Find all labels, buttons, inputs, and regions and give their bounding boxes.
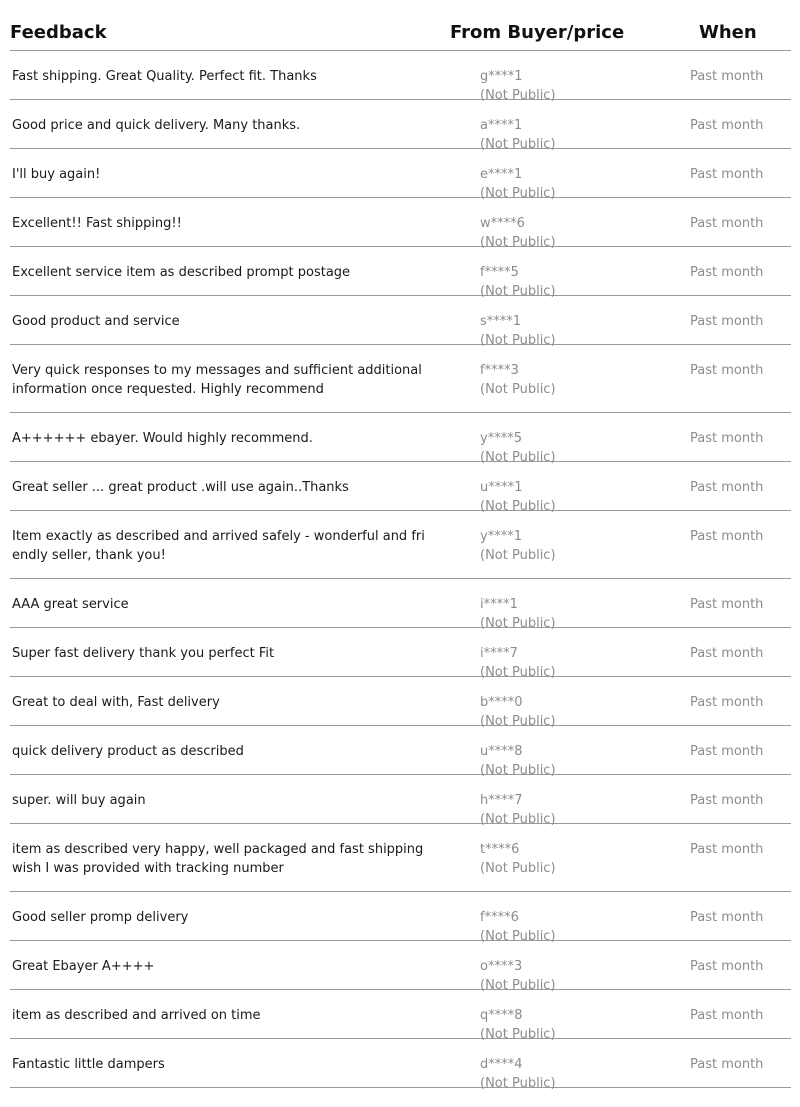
buyer-privacy-note: (Not Public) [480,333,556,348]
buyer-name: b****0 [480,695,523,710]
table-row [10,824,791,892]
feedback-time: Past month [690,69,764,84]
table-row [10,775,791,827]
table-row [10,579,791,631]
feedback-comment: AAA great service [12,597,129,612]
buyer-column-header: From Buyer/price [450,22,625,43]
buyer-name: d****4 [480,1057,523,1072]
table-row [10,511,791,579]
buyer-privacy-note: (Not Public) [480,284,556,299]
buyer-privacy-note: (Not Public) [480,1027,556,1042]
buyer-name: i****7 [480,646,518,661]
feedback-time: Past month [690,744,764,759]
feedback-comment: Excellent service item as described prompt postage [12,265,351,280]
buyer-privacy-note: (Not Public) [480,88,556,103]
feedback-time: Past month [690,167,764,182]
table-row [10,462,791,514]
table-row [10,990,791,1042]
buyer-cell [480,840,556,878]
feedback-time: Past month [690,842,764,857]
table-row [10,247,791,299]
feedback-time: Past month [690,910,764,925]
table-row [10,345,791,413]
feedback-time: Past month [690,216,764,231]
buyer-name: i****1 [480,597,518,612]
feedback-comment: Great seller ... great product .will use again..Thanks [12,480,349,495]
buyer-cell [480,1055,556,1093]
buyer-privacy-note: (Not Public) [480,929,556,944]
buyer-name: h****7 [480,793,523,808]
buyer-name: o****3 [480,959,523,974]
table-row [10,726,791,778]
feedback-comment: Great to deal with, Fast delivery [12,695,220,710]
feedback-comment: Great Ebayer A++++ [12,959,155,974]
feedback-time: Past month [690,793,764,808]
feedback-time: Past month [690,959,764,974]
feedback-comment: Item exactly as described and arrived safely - wonderful and friendly seller, thank you! [12,529,425,563]
feedback-comment: Fantastic little dampers [12,1057,165,1072]
feedback-comment: super. will buy again [12,793,146,808]
buyer-privacy-note: (Not Public) [480,665,556,680]
feedback-comment: quick delivery product as described [12,744,244,759]
buyer-privacy-note: (Not Public) [480,137,556,152]
feedback-time: Past month [690,431,764,446]
buyer-cell [480,527,556,565]
buyer-privacy-note: (Not Public) [480,548,556,563]
table-row [10,51,791,103]
buyer-privacy-note: (Not Public) [480,978,556,993]
buyer-name: s****1 [480,314,522,329]
buyer-privacy-note: (Not Public) [480,186,556,201]
table-row [10,1039,791,1091]
feedback-time: Past month [690,529,764,544]
buyer-privacy-note: (Not Public) [480,499,556,514]
table-row [10,100,791,152]
table-row [10,628,791,680]
buyer-name: w****6 [480,216,525,231]
buyer-name: f****6 [480,910,519,925]
feedback-comment: Excellent!! Fast shipping!! [12,216,182,231]
feedback-rows [10,51,791,1091]
feedback-time: Past month [690,597,764,612]
buyer-name: u****8 [480,744,523,759]
buyer-privacy-note: (Not Public) [480,861,556,876]
table-row [10,149,791,201]
buyer-name: g****1 [480,69,523,84]
buyer-privacy-note: (Not Public) [480,763,556,778]
buyer-privacy-note: (Not Public) [480,714,556,729]
feedback-time: Past month [690,480,764,495]
feedback-time: Past month [690,363,764,378]
feedback-comment: A++++++ ebayer. Would highly recommend. [12,431,313,446]
buyer-name: t****6 [480,842,520,857]
table-row [10,677,791,729]
buyer-name: a****1 [480,118,523,133]
feedback-comment: Super fast delivery thank you perfect Fit [12,646,275,661]
buyer-privacy-note: (Not Public) [480,235,556,250]
feedback-time: Past month [690,265,764,280]
table-row [10,413,791,465]
buyer-privacy-note: (Not Public) [480,616,556,631]
feedback-comment: item as described and arrived on time [12,1008,261,1023]
feedback-table [10,0,791,1091]
table-row [10,941,791,993]
feedback-comment: Good seller promp delivery [12,910,189,925]
buyer-privacy-note: (Not Public) [480,1076,556,1091]
feedback-comment: I'll buy again! [12,167,101,182]
when-column-header: When [699,22,757,43]
feedback-time: Past month [690,646,764,661]
table-row [10,296,791,348]
buyer-name: y****1 [480,529,522,544]
buyer-name: y****5 [480,431,522,446]
feedback-column-header: Feedback [10,22,107,43]
feedback-time: Past month [690,118,764,133]
feedback-comment: item as described very happy, well packaged and fast shipping wish I was provided with tracking number [12,842,424,876]
table-header [10,0,791,51]
buyer-privacy-note: (Not Public) [480,450,556,465]
buyer-privacy-note: (Not Public) [480,382,556,397]
buyer-name: q****8 [480,1008,523,1023]
buyer-name: u****1 [480,480,523,495]
feedback-comment: Very quick responses to my messages and sufficient additional information once requested. Highly recommend [12,363,422,397]
feedback-comment: Good product and service [12,314,180,329]
buyer-privacy-note: (Not Public) [480,812,556,827]
feedback-time: Past month [690,1008,764,1023]
table-row [10,198,791,250]
buyer-cell [480,361,556,399]
feedback-time: Past month [690,1057,764,1072]
table-row [10,892,791,944]
feedback-comment: Fast shipping. Great Quality. Perfect fit. Thanks [12,69,317,84]
feedback-time: Past month [690,314,764,329]
feedback-time: Past month [690,695,764,710]
buyer-name: f****5 [480,265,519,280]
buyer-name: e****1 [480,167,523,182]
buyer-name: f****3 [480,363,519,378]
feedback-comment: Good price and quick delivery. Many thanks. [12,118,301,133]
